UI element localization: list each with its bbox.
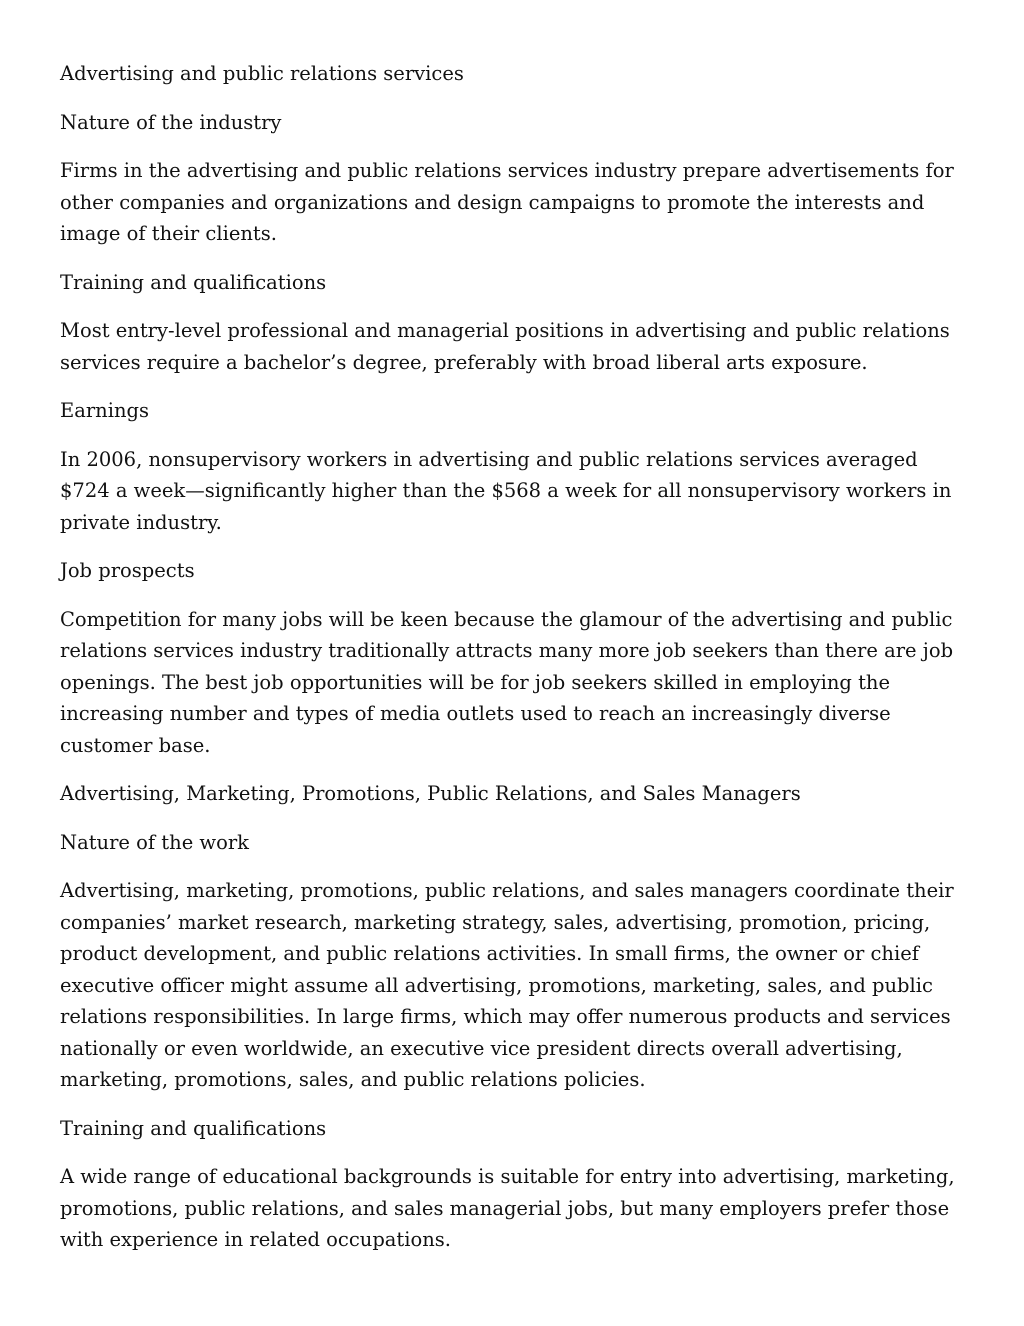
section-title: Advertising and public relations services xyxy=(60,62,464,85)
nature-paragraph: Advertising, marketing, promotions, public relations, and sales managers coordinate their companies’ market research, marketing strategy, sales, advertising, promotion, pricing, product development, and public relations activities. In small firms, the owner or chief executive officer might assume all advertising, promotions, marketing, sales, and public relations responsibilities. In large firms, which may offer numerous products and services nationally or even worldwide, an executive vice president directs overall advertising, marketing, promotions, sales, and public relations policies. xyxy=(60,879,954,1091)
nature-heading: Nature of the industry xyxy=(60,110,282,134)
section-title: Advertising, Marketing, Promotions, Public Relations, and Sales Managers xyxy=(60,782,801,805)
training-paragraph: Most entry-level professional and managerial positions in advertising and public relations services require a bachelor’s degree, preferably with broad liberal arts exposure. xyxy=(60,319,950,374)
nature-heading: Nature of the work xyxy=(60,830,250,854)
training-paragraph: A wide range of educational backgrounds is suitable for entry into advertising, marketing, promotions, public relations, and sales managerial jobs, but many employers prefer those with experience in related occupations. xyxy=(60,1165,955,1251)
prospects-heading: Job prospects xyxy=(60,559,195,582)
document-page xyxy=(60,58,970,1273)
earnings-paragraph: In 2006, nonsupervisory workers in advertising and public relations services averaged $724 a week—significantly higher than the $568 a week for all nonsupervisory workers in private industry. xyxy=(60,447,952,534)
training-heading: Training and qualifications xyxy=(60,270,327,294)
training-heading: Training and qualifications xyxy=(60,1116,327,1140)
prospects-paragraph: Competition for many jobs will be keen because the glamour of the advertising and public relations services industry traditionally attracts many more job seekers than there are job openings. The best job opportunities will be for job seekers skilled in employing the increasing number and types of media outlets used to reach an increasingly diverse customer base. xyxy=(60,607,954,757)
nature-paragraph: Firms in the advertising and public relations services industry prepare advertisements for other companies and organizations and design campaigns to promote the interests and image of their clients. xyxy=(60,159,954,245)
earnings-heading: Earnings xyxy=(60,399,150,422)
